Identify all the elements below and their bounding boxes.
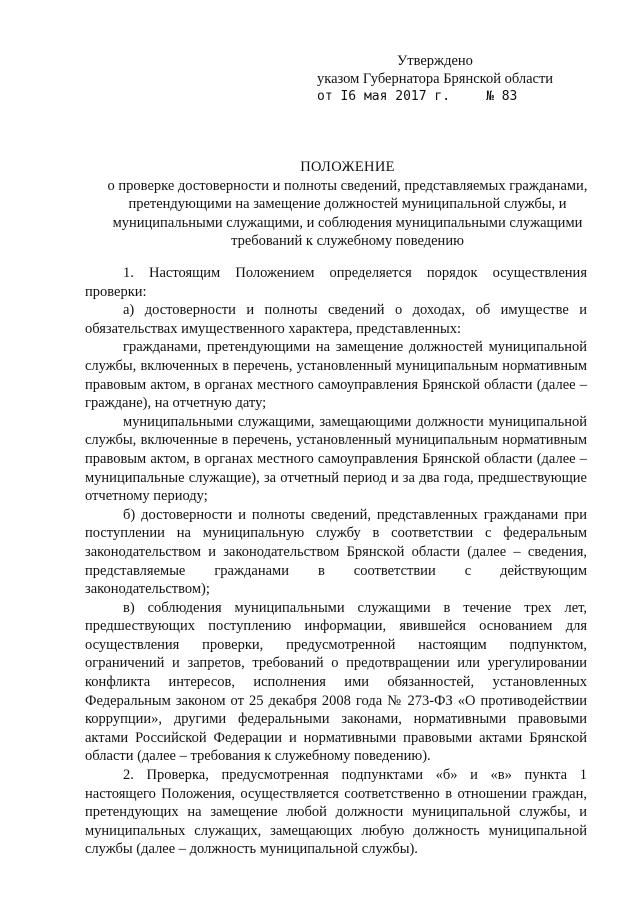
approval-date-line — [317, 88, 553, 106]
approval-date: от I6 мая 2017 г. — [317, 89, 451, 104]
document-body — [85, 264, 587, 859]
title-subtitle: о проверке достоверности и полноты сведений, представляемых гражданами, претендующими на замещение должностей муниципальной службы, и муниципальными служащими, и соблюдения муниципальными служащими требований к служебному поведению — [107, 177, 588, 250]
approval-authority: указом Губернатора Брянской области — [317, 71, 554, 87]
paragraph: б) достоверности и полноты сведений, представленных гражданами при поступлении на муниципальную службу в соответствии с федеральным законодательством и законодательством Брянской области (далее – сведения, представляемые гражданами в соответствии с действующим законодательством); — [85, 506, 587, 598]
paragraph: гражданами, претендующими на замещение должностей муниципальной службы, включенных в перечень, установленный муниципальным нормативным правовым актом, в органах местного самоуправления Брянской области (далее – граждане), на отчетную дату; — [85, 339, 587, 412]
title-heading: ПОЛОЖЕНИЕ — [300, 159, 395, 175]
approval-block — [317, 52, 553, 106]
paragraph: муниципальными служащими, замещающими должности муниципальной службы, включенные в перечень, установленный муниципальным нормативным правовым актом, в органах местного самоуправления Брянской области (далее – муниципальные служащие), за отчетный период и за два года, предшествующие отчетному периоду; — [85, 413, 587, 505]
paragraph: а) достоверности и полноты сведений о доходах, об имуществе и обязательствах имущественного характера, представленных: — [85, 302, 587, 337]
paragraph: в) соблюдения муниципальными служащими в течение трех лет, предшествующих поступлению информации, явившейся основанием для осуществления проверки, предусмотренной настоящим подпунктом, ограничений и запретов, требований о предотвращении или урегулировании конфликта интересов, исполнения ими обязанностей, установленных Федеральным законом от 25 декабря 2008 года № 273-ФЗ «О противодействии коррупции», другими федеральными законами, нормативными правовыми актами Российской Федерации и нормативными правовыми актами Брянской области (далее – требования к служебному поведению). — [85, 599, 587, 765]
paragraph: 2. Проверка, предусмотренная подпунктами «б» и «в» пункта 1 настоящего Положения, осуществляется соответственно в отношении граждан, претендующих на замещение любой должности муниципальной службы, и муниципальных служащих, замещающих любую должность муниципальной службы (далее – должность муниципальной службы). — [85, 767, 587, 858]
approval-number: № 83 — [486, 89, 518, 104]
paragraph: 1. Настоящим Положением определяется порядок осуществления проверки: — [85, 265, 587, 300]
document-title — [80, 158, 615, 251]
approval-label: Утверждено — [397, 53, 473, 69]
